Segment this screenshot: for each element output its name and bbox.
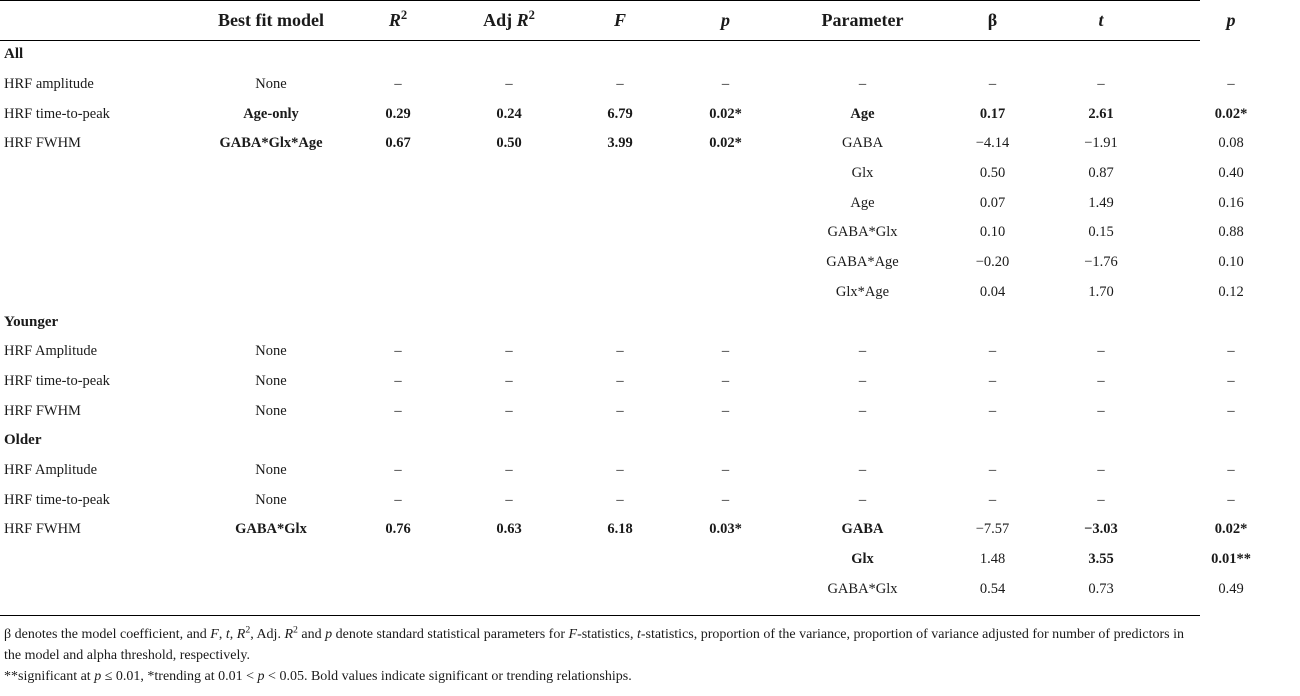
cell-measure: HRF FWHM [4, 135, 81, 152]
table-row [0, 129, 1300, 159]
header-parameter: Parameter [821, 10, 904, 30]
cell-p-parameter: 0.01** [1211, 551, 1251, 568]
cell-parameter: – [858, 402, 867, 419]
cell-adj-r2: – [505, 76, 513, 93]
cell-t: 0.73 [1088, 580, 1114, 597]
cell-f: – [616, 343, 624, 360]
cell-adj-r2: – [505, 372, 513, 389]
cell-t: 1.70 [1088, 283, 1114, 300]
cell-p-model [671, 278, 780, 308]
cell-measure [0, 188, 195, 218]
cell-p-parameter: – [1227, 461, 1235, 478]
cell-parameter: – [858, 343, 867, 360]
cell-p-parameter: – [1227, 76, 1235, 93]
cell-p-model: – [721, 76, 730, 93]
cell-f: – [616, 491, 624, 508]
table-row [0, 396, 1300, 426]
group-label-younger: Younger [4, 313, 59, 330]
cell-best-fit-model [195, 278, 347, 308]
header-p-model: p [721, 10, 730, 30]
cell-t: – [1097, 402, 1105, 419]
cell-beta: 0.54 [979, 580, 1006, 597]
cell-measure [0, 545, 195, 575]
cell-beta: 0.17 [979, 105, 1006, 122]
cell-p-model [671, 574, 780, 604]
cell-measure: HRF Amplitude [4, 461, 98, 478]
table-footnotes [4, 624, 1196, 687]
cell-r2 [347, 278, 449, 308]
cell-r2 [347, 218, 449, 248]
cell-r2: – [394, 343, 402, 360]
cell-p-model [671, 248, 780, 278]
table-row [0, 574, 1300, 604]
cell-best-fit-model [195, 218, 347, 248]
cell-best-fit-model: None [255, 372, 287, 389]
header-r2-superscript: 2 [400, 8, 408, 22]
cell-measure: HRF amplitude [4, 76, 94, 93]
cell-measure [0, 574, 195, 604]
cell-adj-r2: 0.50 [496, 135, 522, 152]
cell-f: – [616, 372, 624, 389]
cell-p-model [671, 188, 780, 218]
header-beta: β [987, 10, 998, 30]
table-row [0, 545, 1300, 575]
cell-p-parameter: 0.10 [1218, 254, 1244, 271]
cell-p-parameter: 0.40 [1218, 165, 1244, 182]
cell-parameter: – [858, 76, 867, 93]
header-row [0, 1, 1300, 40]
cell-measure: HRF FWHM [4, 402, 81, 419]
cell-p-parameter: – [1227, 343, 1235, 360]
cell-p-parameter: 0.88 [1218, 224, 1244, 241]
cell-best-fit-model: None [255, 491, 287, 508]
cell-r2: 0.29 [385, 105, 411, 122]
header-adj-r2 [449, 1, 569, 40]
cell-adj-r2 [449, 278, 569, 308]
cell-best-fit-model: GABA*Glx*Age [219, 135, 323, 152]
header-adj-superscript: 2 [528, 8, 535, 22]
cell-adj-r2: – [505, 491, 513, 508]
cell-f [569, 188, 671, 218]
header-blank [0, 1, 195, 40]
cell-p-parameter: – [1227, 372, 1235, 389]
cell-adj-r2: – [505, 461, 513, 478]
cell-f [569, 159, 671, 189]
cell-t: 1.49 [1088, 194, 1114, 211]
cell-beta: 0.04 [979, 283, 1006, 300]
cell-t: 2.61 [1088, 105, 1114, 122]
cell-beta: −4.14 [975, 135, 1010, 152]
cell-parameter: GABA [841, 135, 884, 152]
cell-p-parameter: 0.16 [1218, 194, 1244, 211]
cell-best-fit-model [195, 545, 347, 575]
cell-t: – [1097, 461, 1105, 478]
header-f: F [613, 10, 626, 30]
cell-measure: HRF time-to-peak [4, 105, 110, 122]
cell-measure [0, 218, 195, 248]
header-r2-symbol: R [388, 10, 401, 30]
cell-p-model: 0.03* [709, 521, 742, 538]
cell-parameter: – [858, 491, 867, 508]
cell-measure: HRF FWHM [4, 521, 81, 538]
table-row [0, 188, 1300, 218]
cell-best-fit-model [195, 574, 347, 604]
cell-t: – [1097, 491, 1105, 508]
cell-best-fit-model: None [255, 402, 287, 419]
cell-measure: HRF time-to-peak [4, 491, 110, 508]
header-t: t [1098, 10, 1104, 30]
table-row [0, 515, 1300, 545]
footnote-definitions: β denotes the model coefficient, and F, t, $R^2$, Adj. $R^2$ and p denote standard statistical parameters for F-statistics, t-statistics, proportion of the variance, proportion of variance adjusted for number of predictors in the model and alpha threshold, respectively. [4, 624, 1184, 663]
cell-beta: – [988, 343, 997, 360]
cell-best-fit-model: Age-only [243, 105, 299, 122]
cell-measure: HRF Amplitude [4, 343, 98, 360]
cell-measure [0, 159, 195, 189]
cell-adj-r2 [449, 248, 569, 278]
cell-f [569, 278, 671, 308]
group-label-older: Older [4, 432, 42, 449]
cell-p-model [671, 159, 780, 189]
cell-t: 3.55 [1088, 551, 1114, 568]
cell-p-model [671, 218, 780, 248]
cell-best-fit-model: None [255, 461, 287, 478]
table-row [0, 485, 1300, 515]
cell-t: – [1097, 343, 1105, 360]
cell-adj-r2: 0.24 [496, 105, 522, 122]
cell-r2 [347, 159, 449, 189]
cell-beta: −7.57 [975, 521, 1010, 538]
cell-parameter: Age [850, 194, 875, 211]
cell-best-fit-model [195, 248, 347, 278]
cell-parameter: GABA*Glx [827, 580, 898, 597]
table-bottom-rule [0, 615, 1200, 616]
cell-f: 3.99 [607, 135, 633, 152]
cell-parameter: – [858, 461, 867, 478]
cell-parameter: Glx*Age [835, 283, 890, 300]
table-row [0, 99, 1300, 129]
cell-p-model: 0.02* [709, 105, 742, 122]
cell-best-fit-model [195, 159, 347, 189]
cell-beta: 0.10 [979, 224, 1006, 241]
cell-beta: – [988, 76, 997, 93]
cell-r2 [347, 248, 449, 278]
cell-f [569, 545, 671, 575]
table-row [0, 278, 1300, 308]
cell-parameter: GABA*Age [826, 254, 899, 271]
cell-r2: – [394, 402, 402, 419]
cell-r2: – [394, 372, 402, 389]
cell-p-model: 0.02* [709, 135, 742, 152]
cell-p-parameter: 0.49 [1218, 580, 1244, 597]
cell-beta: −0.20 [975, 254, 1010, 271]
cell-f: 6.79 [607, 105, 633, 122]
cell-t: 0.87 [1088, 165, 1114, 182]
cell-beta: – [988, 372, 997, 389]
cell-p-parameter: 0.12 [1218, 283, 1244, 300]
cell-best-fit-model: GABA*Glx [235, 521, 307, 538]
cell-best-fit-model: None [255, 76, 287, 93]
cell-measure [0, 248, 195, 278]
cell-t: −1.76 [1084, 254, 1118, 271]
cell-p-model: – [721, 402, 730, 419]
cell-beta: 0.50 [979, 165, 1006, 182]
cell-beta: – [988, 461, 997, 478]
cell-adj-r2: – [505, 343, 513, 360]
cell-p-parameter: – [1227, 491, 1235, 508]
cell-t: – [1097, 76, 1105, 93]
cell-beta: – [988, 402, 997, 419]
header-r2 [347, 1, 449, 40]
cell-f: – [616, 461, 624, 478]
cell-measure [0, 278, 195, 308]
cell-adj-r2 [449, 218, 569, 248]
cell-f [569, 248, 671, 278]
header-best-fit-model: Best fit model [218, 10, 324, 30]
cell-r2: 0.76 [385, 521, 411, 538]
cell-p-model: – [721, 343, 730, 360]
cell-parameter: Age [850, 105, 875, 122]
cell-r2 [347, 574, 449, 604]
table-body [0, 40, 1300, 604]
cell-f: 6.18 [607, 521, 633, 538]
cell-beta: 0.07 [979, 194, 1006, 211]
cell-p-model [671, 545, 780, 575]
cell-p-model: – [721, 372, 730, 389]
cell-parameter: Glx [851, 165, 874, 182]
cell-f [569, 574, 671, 604]
cell-measure: HRF time-to-peak [4, 372, 110, 389]
cell-parameter: GABA [841, 521, 884, 538]
cell-r2 [347, 188, 449, 218]
header-adj-r-symbol: R [516, 10, 529, 30]
cell-adj-r2: – [505, 402, 513, 419]
cell-adj-r2 [449, 159, 569, 189]
regression-results-table [0, 1, 1300, 604]
cell-best-fit-model: None [255, 343, 287, 360]
cell-p-model: – [721, 491, 730, 508]
table-row [0, 159, 1300, 189]
footnote-significance: **significant at p ≤ 0.01, *trending at 0.01 < p < 0.05. Bold values indicate significant or trending relationships. [4, 669, 632, 684]
cell-beta: 1.48 [979, 551, 1006, 568]
cell-t: 0.15 [1088, 224, 1114, 241]
cell-parameter: GABA*Glx [827, 224, 898, 241]
cell-r2: – [394, 461, 402, 478]
group-row-older [0, 426, 1300, 456]
cell-p-model: – [721, 461, 730, 478]
cell-adj-r2 [449, 545, 569, 575]
cell-t: – [1097, 372, 1105, 389]
cell-adj-r2 [449, 574, 569, 604]
cell-r2: – [394, 76, 402, 93]
cell-p-parameter: 0.02* [1214, 521, 1248, 538]
cell-f: – [616, 76, 624, 93]
cell-r2: – [394, 491, 402, 508]
header-p-parameter: p [1226, 10, 1236, 30]
cell-p-parameter: 0.02* [1214, 105, 1248, 122]
cell-best-fit-model [195, 188, 347, 218]
cell-beta: – [988, 491, 997, 508]
cell-f: – [616, 402, 624, 419]
cell-parameter: – [858, 372, 867, 389]
table-row [0, 218, 1300, 248]
group-row-younger [0, 307, 1300, 337]
cell-r2: 0.67 [385, 135, 411, 152]
cell-p-parameter: – [1227, 402, 1235, 419]
cell-t: −1.91 [1084, 135, 1118, 152]
table-row [0, 248, 1300, 278]
cell-f [569, 218, 671, 248]
cell-adj-r2: 0.63 [496, 521, 522, 538]
cell-p-parameter: 0.08 [1218, 135, 1244, 152]
table-row [0, 456, 1300, 486]
group-row-all [0, 40, 1300, 70]
cell-adj-r2 [449, 188, 569, 218]
table-row [0, 70, 1300, 100]
group-label-all: All [4, 46, 24, 63]
cell-r2 [347, 545, 449, 575]
table-row [0, 367, 1300, 397]
cell-parameter: Glx [851, 551, 874, 568]
table-row [0, 337, 1300, 367]
header-adj-prefix: Adj [483, 10, 517, 30]
cell-t: −3.03 [1084, 521, 1118, 538]
